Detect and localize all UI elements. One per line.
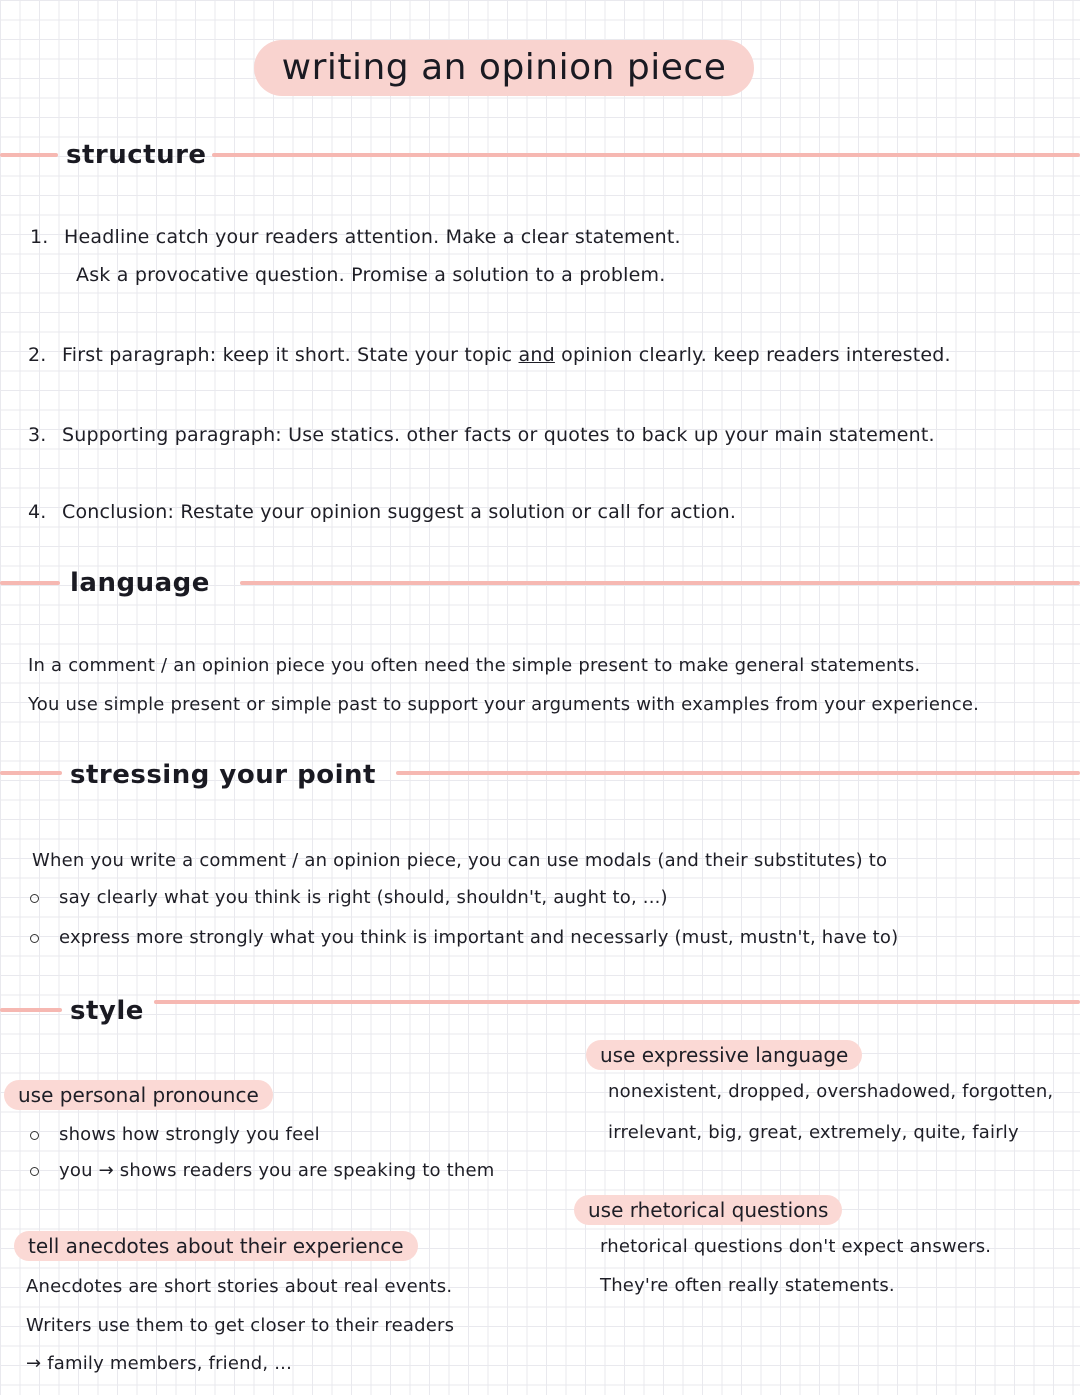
item-text: Headline catch your readers attention. Make a clear statement. bbox=[64, 226, 681, 248]
expressive-line-2: irrelevant, big, great, extremely, quite, fairly bbox=[608, 1122, 1019, 1143]
item-number: 4. bbox=[28, 501, 47, 523]
anecdotes-label: tell anecdotes about their experience bbox=[14, 1231, 418, 1261]
anecdotes-line-2: Writers use them to get closer to their readers bbox=[26, 1315, 455, 1336]
bullet-text: express more strongly what you think is important and necessarly (must, mustn't, have to) bbox=[59, 927, 899, 948]
structure-item-1 bbox=[30, 226, 681, 248]
item-text: Use statics. other facts or quotes to back up your main statement. bbox=[281, 424, 935, 446]
bullet-text: say clearly what you think is right (should, shouldn't, aught to, ...) bbox=[59, 887, 668, 908]
stressing-bullet-2 bbox=[30, 927, 898, 948]
stressing-bullet-1 bbox=[30, 887, 668, 908]
structure-item-4 bbox=[28, 501, 736, 523]
anecdotes-line-1: Anecdotes are short stories about real events. bbox=[26, 1276, 453, 1297]
personal-bullet-2 bbox=[30, 1160, 495, 1181]
style-rule-right bbox=[154, 1000, 1080, 1004]
rhetorical-line-1: rhetorical questions don't expect answers. bbox=[600, 1236, 992, 1257]
stressing-rule-right bbox=[396, 771, 1080, 775]
item-number: 2. bbox=[28, 344, 47, 366]
bullet-icon bbox=[30, 894, 39, 903]
underlined-word: and bbox=[518, 344, 555, 366]
structure-rule-right bbox=[212, 153, 1080, 157]
language-line-2: You use simple present or simple past to support your arguments with examples from your experience. bbox=[28, 694, 980, 715]
structure-rule-left bbox=[0, 153, 58, 157]
stressing-heading: stressing your point bbox=[70, 760, 376, 790]
bullet-icon bbox=[30, 1131, 39, 1140]
stressing-intro: When you write a comment / an opinion piece, you can use modals (and their substitutes) to bbox=[32, 850, 888, 871]
item-text: Restate your opinion suggest a solution or call for action. bbox=[174, 501, 737, 523]
language-heading: language bbox=[70, 568, 210, 598]
rhetorical-line-2: They're often really statements. bbox=[600, 1275, 895, 1296]
expressive-language-label: use expressive language bbox=[586, 1040, 862, 1070]
structure-item-1-line-2: Ask a provocative question. Promise a solution to a problem. bbox=[76, 264, 666, 286]
personal-pronoun-label: use personal pronounce bbox=[4, 1080, 273, 1110]
rhetorical-questions-label: use rhetorical questions bbox=[574, 1195, 842, 1225]
bullet-icon bbox=[30, 934, 39, 943]
bullet-icon bbox=[30, 1167, 39, 1176]
structure-item-3 bbox=[28, 424, 935, 446]
structure-item-2 bbox=[28, 344, 951, 366]
language-rule-left bbox=[0, 581, 60, 585]
style-heading: style bbox=[70, 996, 144, 1026]
item-lead: Supporting paragraph: bbox=[62, 424, 282, 446]
language-rule-right bbox=[240, 581, 1080, 585]
bullet-text: shows how strongly you feel bbox=[59, 1124, 320, 1145]
item-text: keep it short. State your topic bbox=[216, 344, 519, 366]
page-title: writing an opinion piece bbox=[281, 47, 727, 88]
personal-bullet-1 bbox=[30, 1124, 320, 1145]
structure-heading: structure bbox=[66, 140, 207, 170]
item-lead: Conclusion: bbox=[62, 501, 175, 523]
item-number: 1. bbox=[30, 226, 49, 248]
item-lead: First paragraph: bbox=[62, 344, 217, 366]
item-number: 3. bbox=[28, 424, 47, 446]
anecdotes-line-3: → family members, friend, ... bbox=[26, 1353, 293, 1374]
item-text: opinion clearly. keep readers interested. bbox=[554, 344, 951, 366]
language-line-1: In a comment / an opinion piece you often need the simple present to make general statements. bbox=[28, 655, 921, 676]
style-rule-left bbox=[0, 1008, 62, 1012]
stressing-rule-left bbox=[0, 771, 62, 775]
expressive-line-1: nonexistent, dropped, overshadowed, forgotten, bbox=[608, 1081, 1054, 1102]
bullet-text: you → shows readers you are speaking to them bbox=[59, 1160, 495, 1181]
